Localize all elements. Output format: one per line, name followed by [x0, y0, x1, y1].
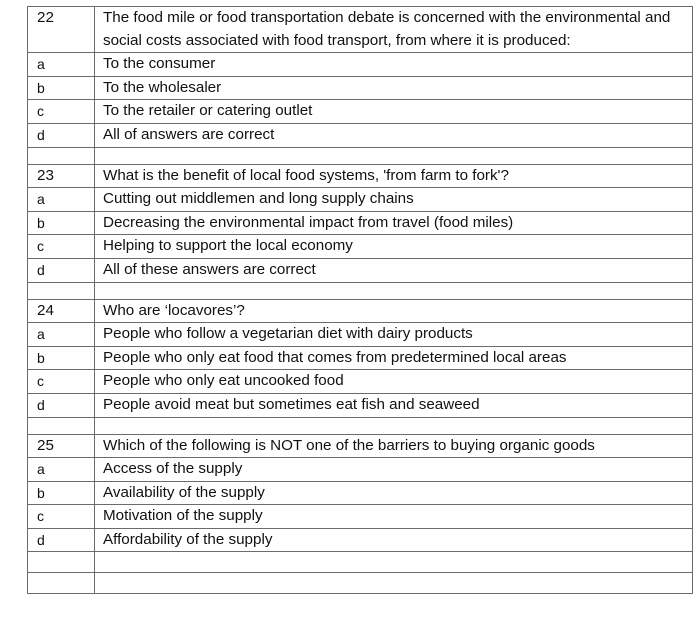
option-row — [28, 100, 693, 124]
option-row — [28, 481, 693, 505]
option-key: b — [28, 76, 95, 100]
option-text: To the consumer — [95, 53, 693, 77]
option-key: d — [28, 528, 95, 552]
quiz-sheet — [27, 6, 692, 594]
question-row — [28, 434, 693, 458]
question-number: 25 — [28, 434, 95, 458]
spacer-row — [28, 147, 693, 164]
option-row — [28, 346, 693, 370]
question-row — [28, 7, 693, 53]
option-row — [28, 235, 693, 259]
spacer-row — [28, 417, 693, 434]
option-text: Access of the supply — [95, 458, 693, 482]
option-key: a — [28, 53, 95, 77]
option-text: Helping to support the local economy — [95, 235, 693, 259]
option-row — [28, 53, 693, 77]
question-number: 24 — [28, 299, 95, 323]
spacer-row — [28, 573, 693, 594]
question-text: Which of the following is NOT one of the barriers to buying organic goods — [95, 434, 693, 458]
question-text: The food mile or food transportation debate is concerned with the environmental and social costs associated with food transport, from where it is produced: — [95, 7, 693, 53]
option-row — [28, 76, 693, 100]
question-row — [28, 164, 693, 188]
question-row — [28, 299, 693, 323]
option-row — [28, 123, 693, 147]
question-text: What is the benefit of local food systems, 'from farm to fork'? — [95, 164, 693, 188]
option-row — [28, 258, 693, 282]
option-key: b — [28, 346, 95, 370]
option-text: People avoid meat but sometimes eat fish and seaweed — [95, 393, 693, 417]
option-key: d — [28, 258, 95, 282]
spacer-row — [28, 282, 693, 299]
option-text: Availability of the supply — [95, 481, 693, 505]
option-text: All of answers are correct — [95, 123, 693, 147]
quiz-table — [27, 6, 693, 594]
option-key: c — [28, 235, 95, 259]
question-number: 23 — [28, 164, 95, 188]
option-row — [28, 458, 693, 482]
option-text: People who only eat food that comes from predetermined local areas — [95, 346, 693, 370]
option-text: Cutting out middlemen and long supply chains — [95, 188, 693, 212]
option-text: To the retailer or catering outlet — [95, 100, 693, 124]
option-row — [28, 393, 693, 417]
question-text: Who are ‘locavores’? — [95, 299, 693, 323]
option-text: Affordability of the supply — [95, 528, 693, 552]
option-row — [28, 323, 693, 347]
option-text: To the wholesaler — [95, 76, 693, 100]
option-key: b — [28, 211, 95, 235]
option-key: c — [28, 370, 95, 394]
option-key: a — [28, 323, 95, 347]
option-key: d — [28, 123, 95, 147]
option-text: All of these answers are correct — [95, 258, 693, 282]
option-row — [28, 528, 693, 552]
question-number: 22 — [28, 7, 95, 53]
option-text: Decreasing the environmental impact from travel (food miles) — [95, 211, 693, 235]
option-key: a — [28, 458, 95, 482]
option-key: a — [28, 188, 95, 212]
spacer-row — [28, 552, 693, 573]
option-text: People who only eat uncooked food — [95, 370, 693, 394]
option-text: People who follow a vegetarian diet with dairy products — [95, 323, 693, 347]
option-key: b — [28, 481, 95, 505]
option-key: d — [28, 393, 95, 417]
option-key: c — [28, 100, 95, 124]
option-key: c — [28, 505, 95, 529]
option-row — [28, 505, 693, 529]
option-row — [28, 188, 693, 212]
option-row — [28, 211, 693, 235]
option-text: Motivation of the supply — [95, 505, 693, 529]
option-row — [28, 370, 693, 394]
